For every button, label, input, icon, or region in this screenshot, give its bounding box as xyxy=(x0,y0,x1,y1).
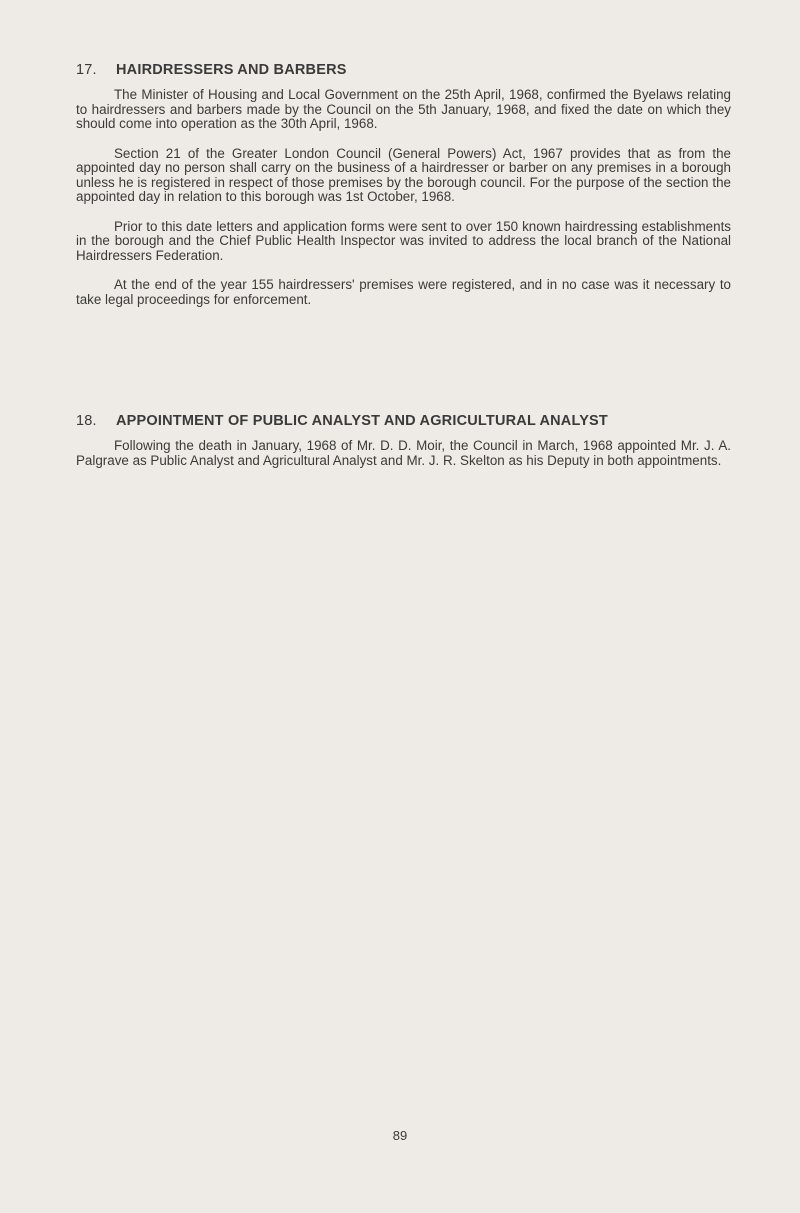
section-public-analyst xyxy=(76,413,731,483)
section-number: 18. xyxy=(76,413,97,429)
section-title: HAIRDRESSERS AND BARBERS xyxy=(116,62,347,78)
paragraph: The Minister of Housing and Local Government on the 25th April, 1968, confirmed the Byelaws relating to hairdressers and barbers made by the Council on the 5th January, 1968, and fixed the date on which they should come into operation as the 30th April, 1968. xyxy=(76,87,731,131)
section-heading xyxy=(76,413,731,429)
section-hairdressers xyxy=(76,62,731,322)
section-heading xyxy=(76,62,731,78)
paragraph: Following the death in January, 1968 of Mr. D. D. Moir, the Council in March, 1968 appointed Mr. J. A. Palgrave as Public Analyst and Agricultural Analyst and Mr. J. R. Skelton as his Deputy in both appointments. xyxy=(76,438,731,468)
paragraph: At the end of the year 155 hairdressers' premises were registered, and in no case was it necessary to take legal proceedings for enforcement. xyxy=(76,277,731,307)
section-number: 17. xyxy=(76,62,97,78)
page-number: 89 xyxy=(392,1128,408,1143)
paragraph: Section 21 of the Greater London Council (General Powers) Act, 1967 provides that as from the appointed day no person shall carry on the business of a hairdresser or barber on any premises in a borough unless he is registered in respect of those premises by the borough council. For the purpose of the section the appointed day in relation to this borough was 1st October, 1968. xyxy=(76,145,731,204)
paragraph: Prior to this date letters and application forms were sent to over 150 known hairdressing establishments in the borough and the Chief Public Health Inspector was invited to address the local branch of the National Hairdressers Federation. xyxy=(76,218,731,263)
section-title: APPOINTMENT OF PUBLIC ANALYST AND AGRICULTURAL ANALYST xyxy=(116,413,608,429)
